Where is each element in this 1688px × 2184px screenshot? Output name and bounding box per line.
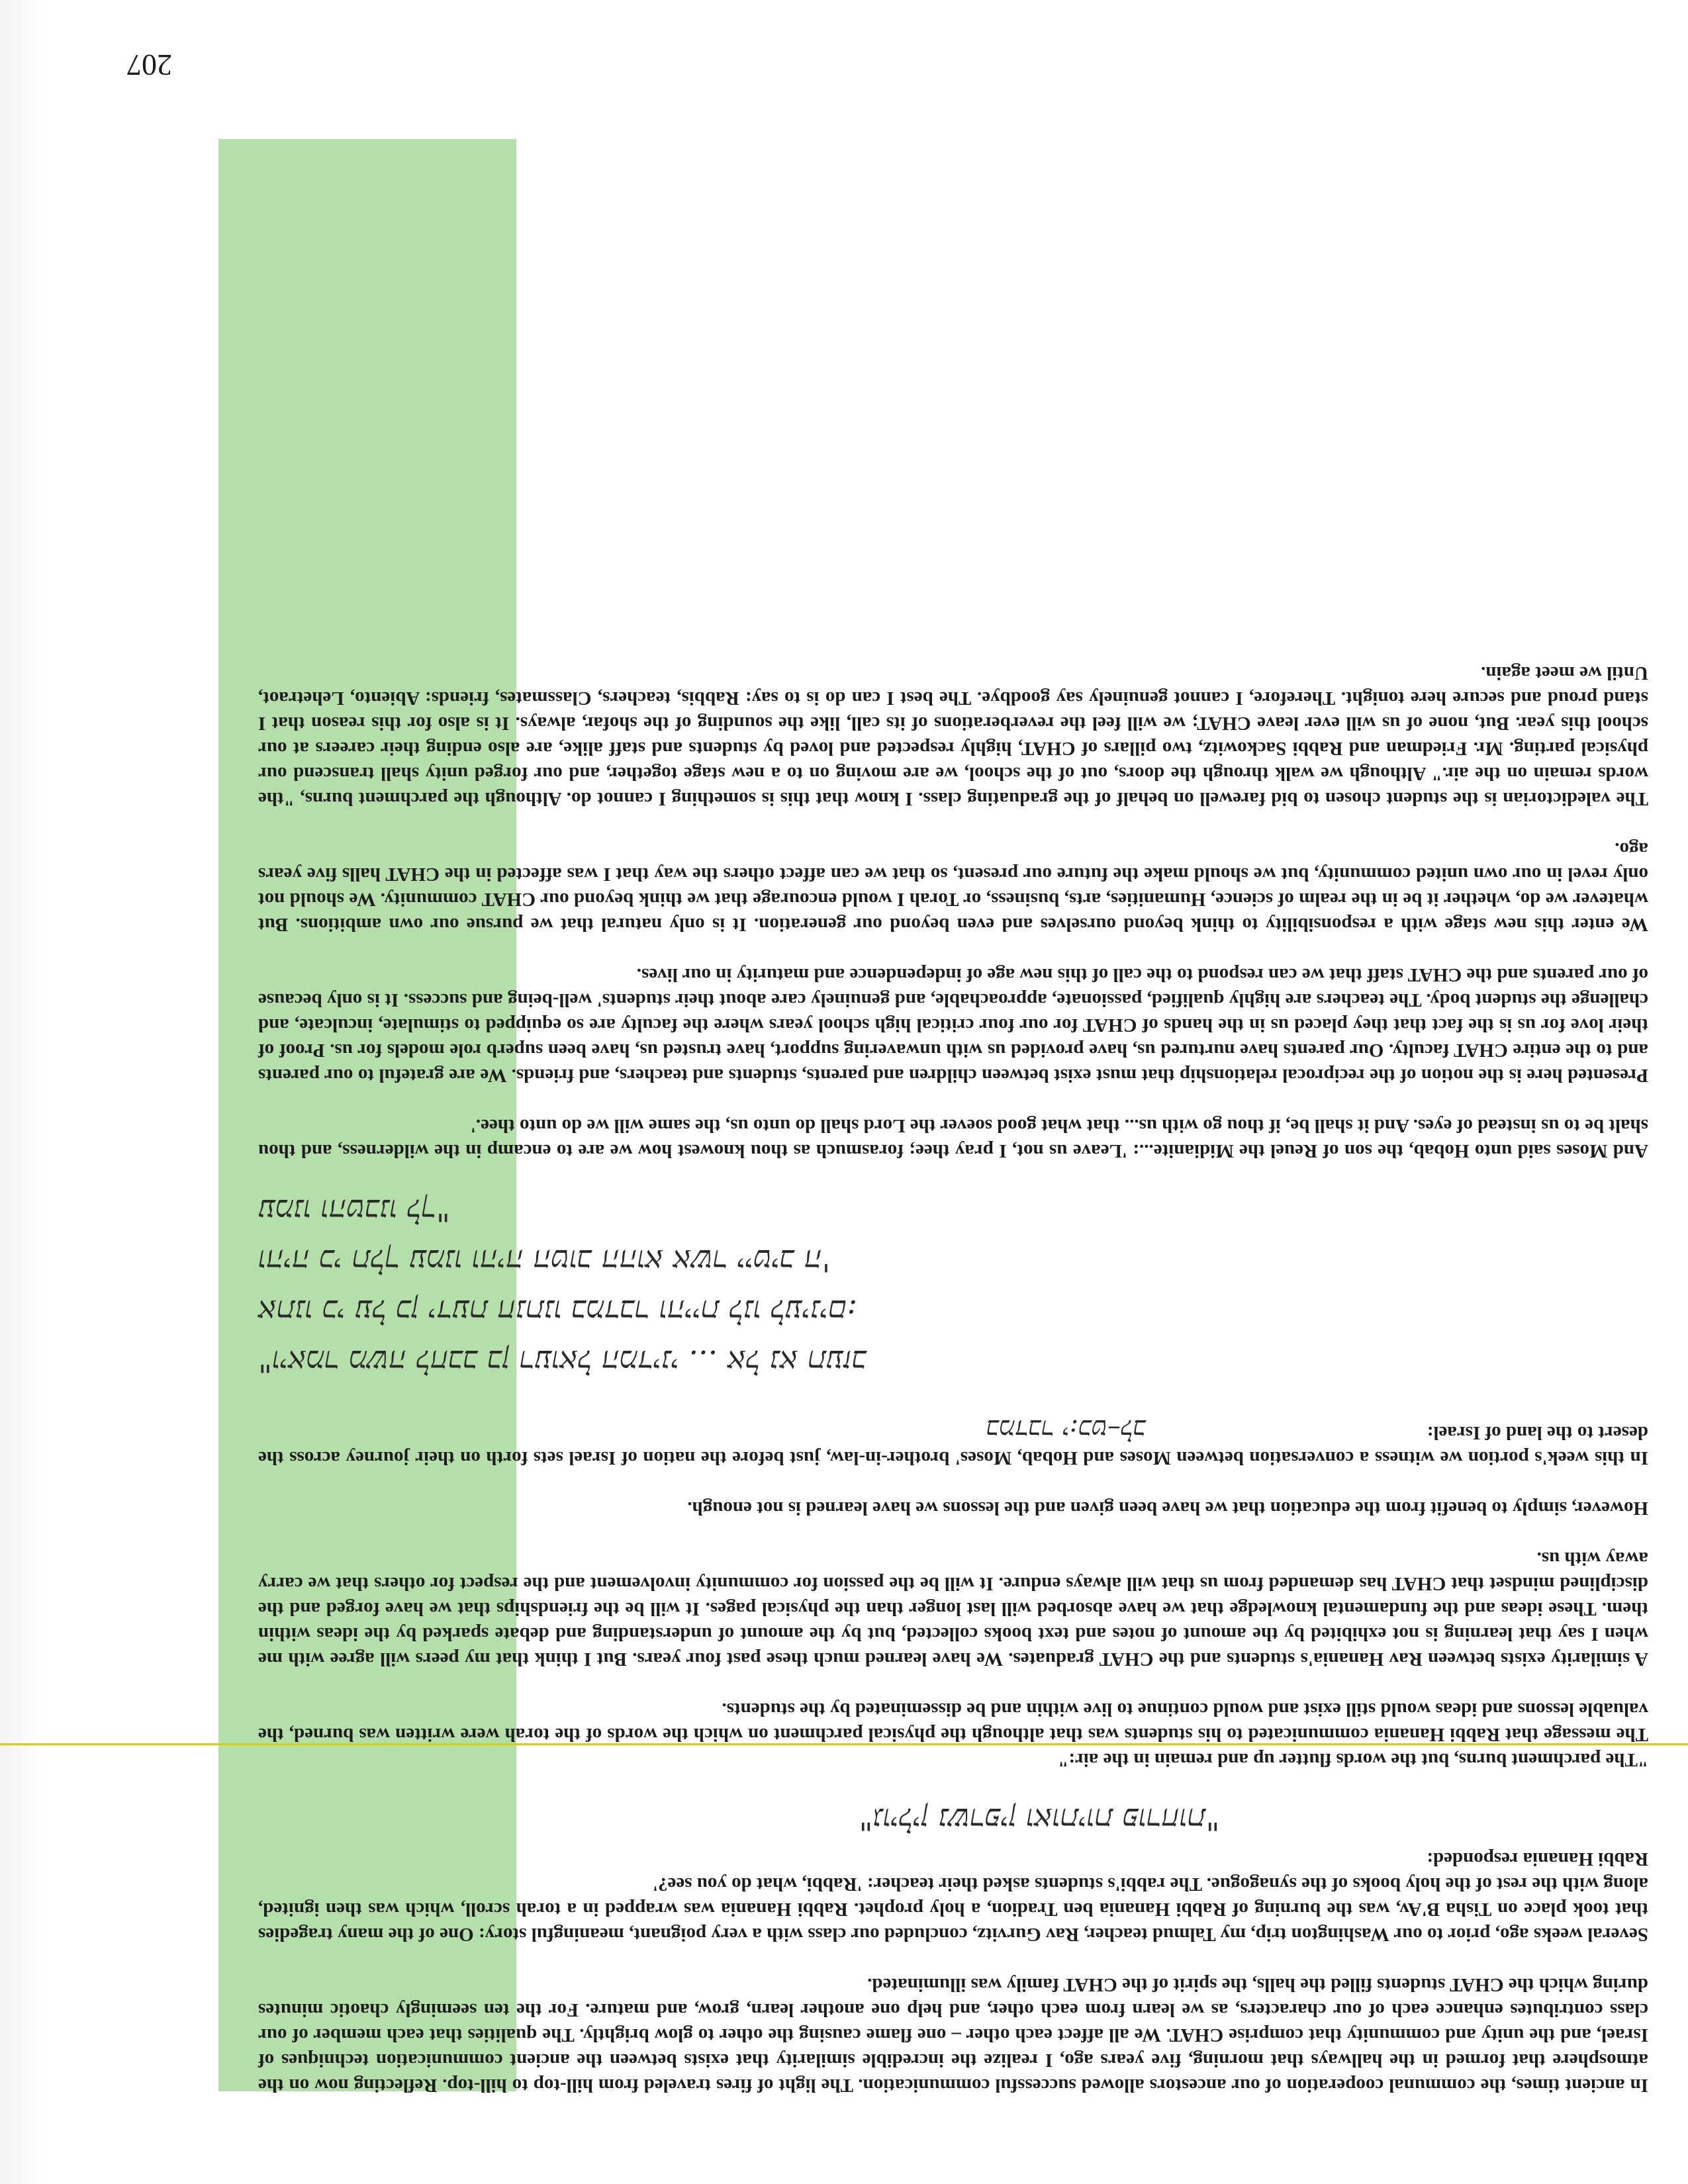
paragraph: In this week's portion we witness a conversation between Moses and Hobab, Moses' brother-in-law, just before the nation of Israel sets forth on their journey across the desert to the land of Israel: <box>258 1422 1648 1469</box>
paragraph: Several weeks ago, prior to our Washington trip, my Talmud teacher, Rav Gurvitz, concluded our class with a very poignant, meaningful story: One of the many tragedies that took place on Tisha B'Av, was the burning of Rabbi Hanania ben Tradion, a holy prophet. Rabbi Hanania was wrapped in a torah scroll, which was then ignited, along with the rest of the holy books of the synagogue. The rabbi's students asked their teacher: 'Rabbi, what do you see?' <box>258 1874 1648 1945</box>
hebrew-quote: "גוילין נשרפין ואותיות פורחות" <box>859 1801 1220 1837</box>
hebrew-line: "ויאמר משה לחבב בן רעואל המדיני ... אל נא תעזב <box>258 1343 867 1379</box>
page-number: 207 <box>126 48 172 82</box>
paragraph: We enter this new stage with a responsibility to think beyond ourselves and even beyond our generation. It is only natural that we pursue our own ambitions. But whatever we do, whether it be in the realm of science, Humanities, arts, business, or Torah I would encourage that we think beyond our CHAT community. We should not only revel in our own united community, but we should make the future our present, so that we can affect others the way that I was affected in the CHAT halls five years ago. <box>258 839 1648 935</box>
speech-text <box>258 635 1648 2098</box>
hebrew-citation: במדבר י:כט–לב <box>986 1414 1146 1444</box>
paragraph-label: Rabbi Hanania responded: <box>1427 1848 1648 1870</box>
paragraph: And Moses said unto Hobab, the son of Reuel the Midianite...: 'Leave us not, I pray thee; forasmuch as thou knowest how we are to encamp in the wilderness, and thou shalt be to us instead of eyes. And it shall be, if thou go with us... that what good soever the Lord shall do unto us, the same will we do unto thee.' <box>258 1115 1648 1161</box>
paragraph: However, simply to benefit from the education that we have been given and the lessons we have learned is not enough. <box>687 1498 1648 1519</box>
paragraph: The valedictorian is the student chosen to bid farewell on behalf of the graduating class. I know that this is something I cannot do. Although the parchment burns, "the words remain on the air." Although we walk through the doors, out of the school, we are moving on to a new stage together, and our forged unity shall transcend our physical parting. Mr. Friedman and Rabbi Sackowitz, two pillars of CHAT, highly respected and loved by students and staff alike, are also ending their careers at our school this year. But, none of us will ever leave CHAT; we will feel the reverberations of its call, like the sounding of the shofar, always. It is also for this reason that I stand proud and secure here tonight. Therefore, I cannot genuinely say goodbye. The best I can do is to say: Rabbis, teachers, Classmates, friends: Abiento, Lehetraot, Until we meet again. <box>258 662 1648 809</box>
paragraph: In ancient times, the communal cooperation of our ancestors allowed successful communication. The light of fires traveled from hill-top to hill-top. Reflecting now on the atmosphere that formed in the hallways that morning, five years ago, I realize the incredible similarity that exists between the ancient communication techniques of Israel, and the unity and community that comprise CHAT. We all affect each other – one flame causing the other to glow brightly. The qualities that each member of our class contributes enhance each of our characters, as we learn from each other, and help one another learn, grow, and mature. For the ten seemingly chaotic minutes during which the CHAT students filled the halls, the spirit of the CHAT family was illuminated. <box>258 1974 1648 2096</box>
paragraph: The message that Rabbi Hanania communicated to his students was that although the physical parchment on which the words of the torah were written was burned, the valuable lessons and ideas would still exist and would continue to live within and be disseminated by the students. <box>258 1699 1648 1745</box>
paragraph: A similarity exists between Rav Hanania's students and the CHAT graduates. We have learned much these past four years. But I think that my peers will agree with me when I say that learning is not exhibited by the amount of notes and text books collected, but by the amount of understanding and debate sparked by the ideas within them. These ideas and the fundamental knowledge that we have absorbed will last longer than the physical pages. It will be the friendships that we have forged and the disciplined mindset that CHAT has demanded from us that will always endure. It will be the passion for community involvement and the respect for others that we carry away with us. <box>258 1548 1648 1670</box>
hebrew-passage <box>258 1190 1648 1382</box>
paragraph: "The parchment burns, but the words flutter up and remain in the air:" <box>1058 1749 1648 1770</box>
hebrew-line: עמנו והטבנו לך" <box>258 1193 450 1228</box>
paragraph: Presented here is the notion of the reciprocal relationship that must exist between children and parents, students and teachers, and friends. We are grateful to our parents and to the entire CHAT faculty. Our parents have nurtured us, have provided us with unwavering support, have trusted us, have been superb role models for us. Proof of their love for us is the fact that they placed us in the hands of CHAT for our four critical high school years where the faculty are so equipped to stimulate, inculcate, and challenge the student body. The teachers are highly qualified, passionate, approachable, and genuinely care about their students' well-being and success. It is only because of our parents and the CHAT staff that we can respond to the call of this new age of independence and maturity in our lives. <box>258 964 1648 1086</box>
hebrew-line: אתנו כי על כן ידעת חנתנו במדבר והיית לנו לעינים: <box>258 1293 858 1329</box>
hebrew-line: והיה כי תלך עמנו והיה הטוב ההוא אשר ייטיב ה' <box>258 1243 831 1279</box>
